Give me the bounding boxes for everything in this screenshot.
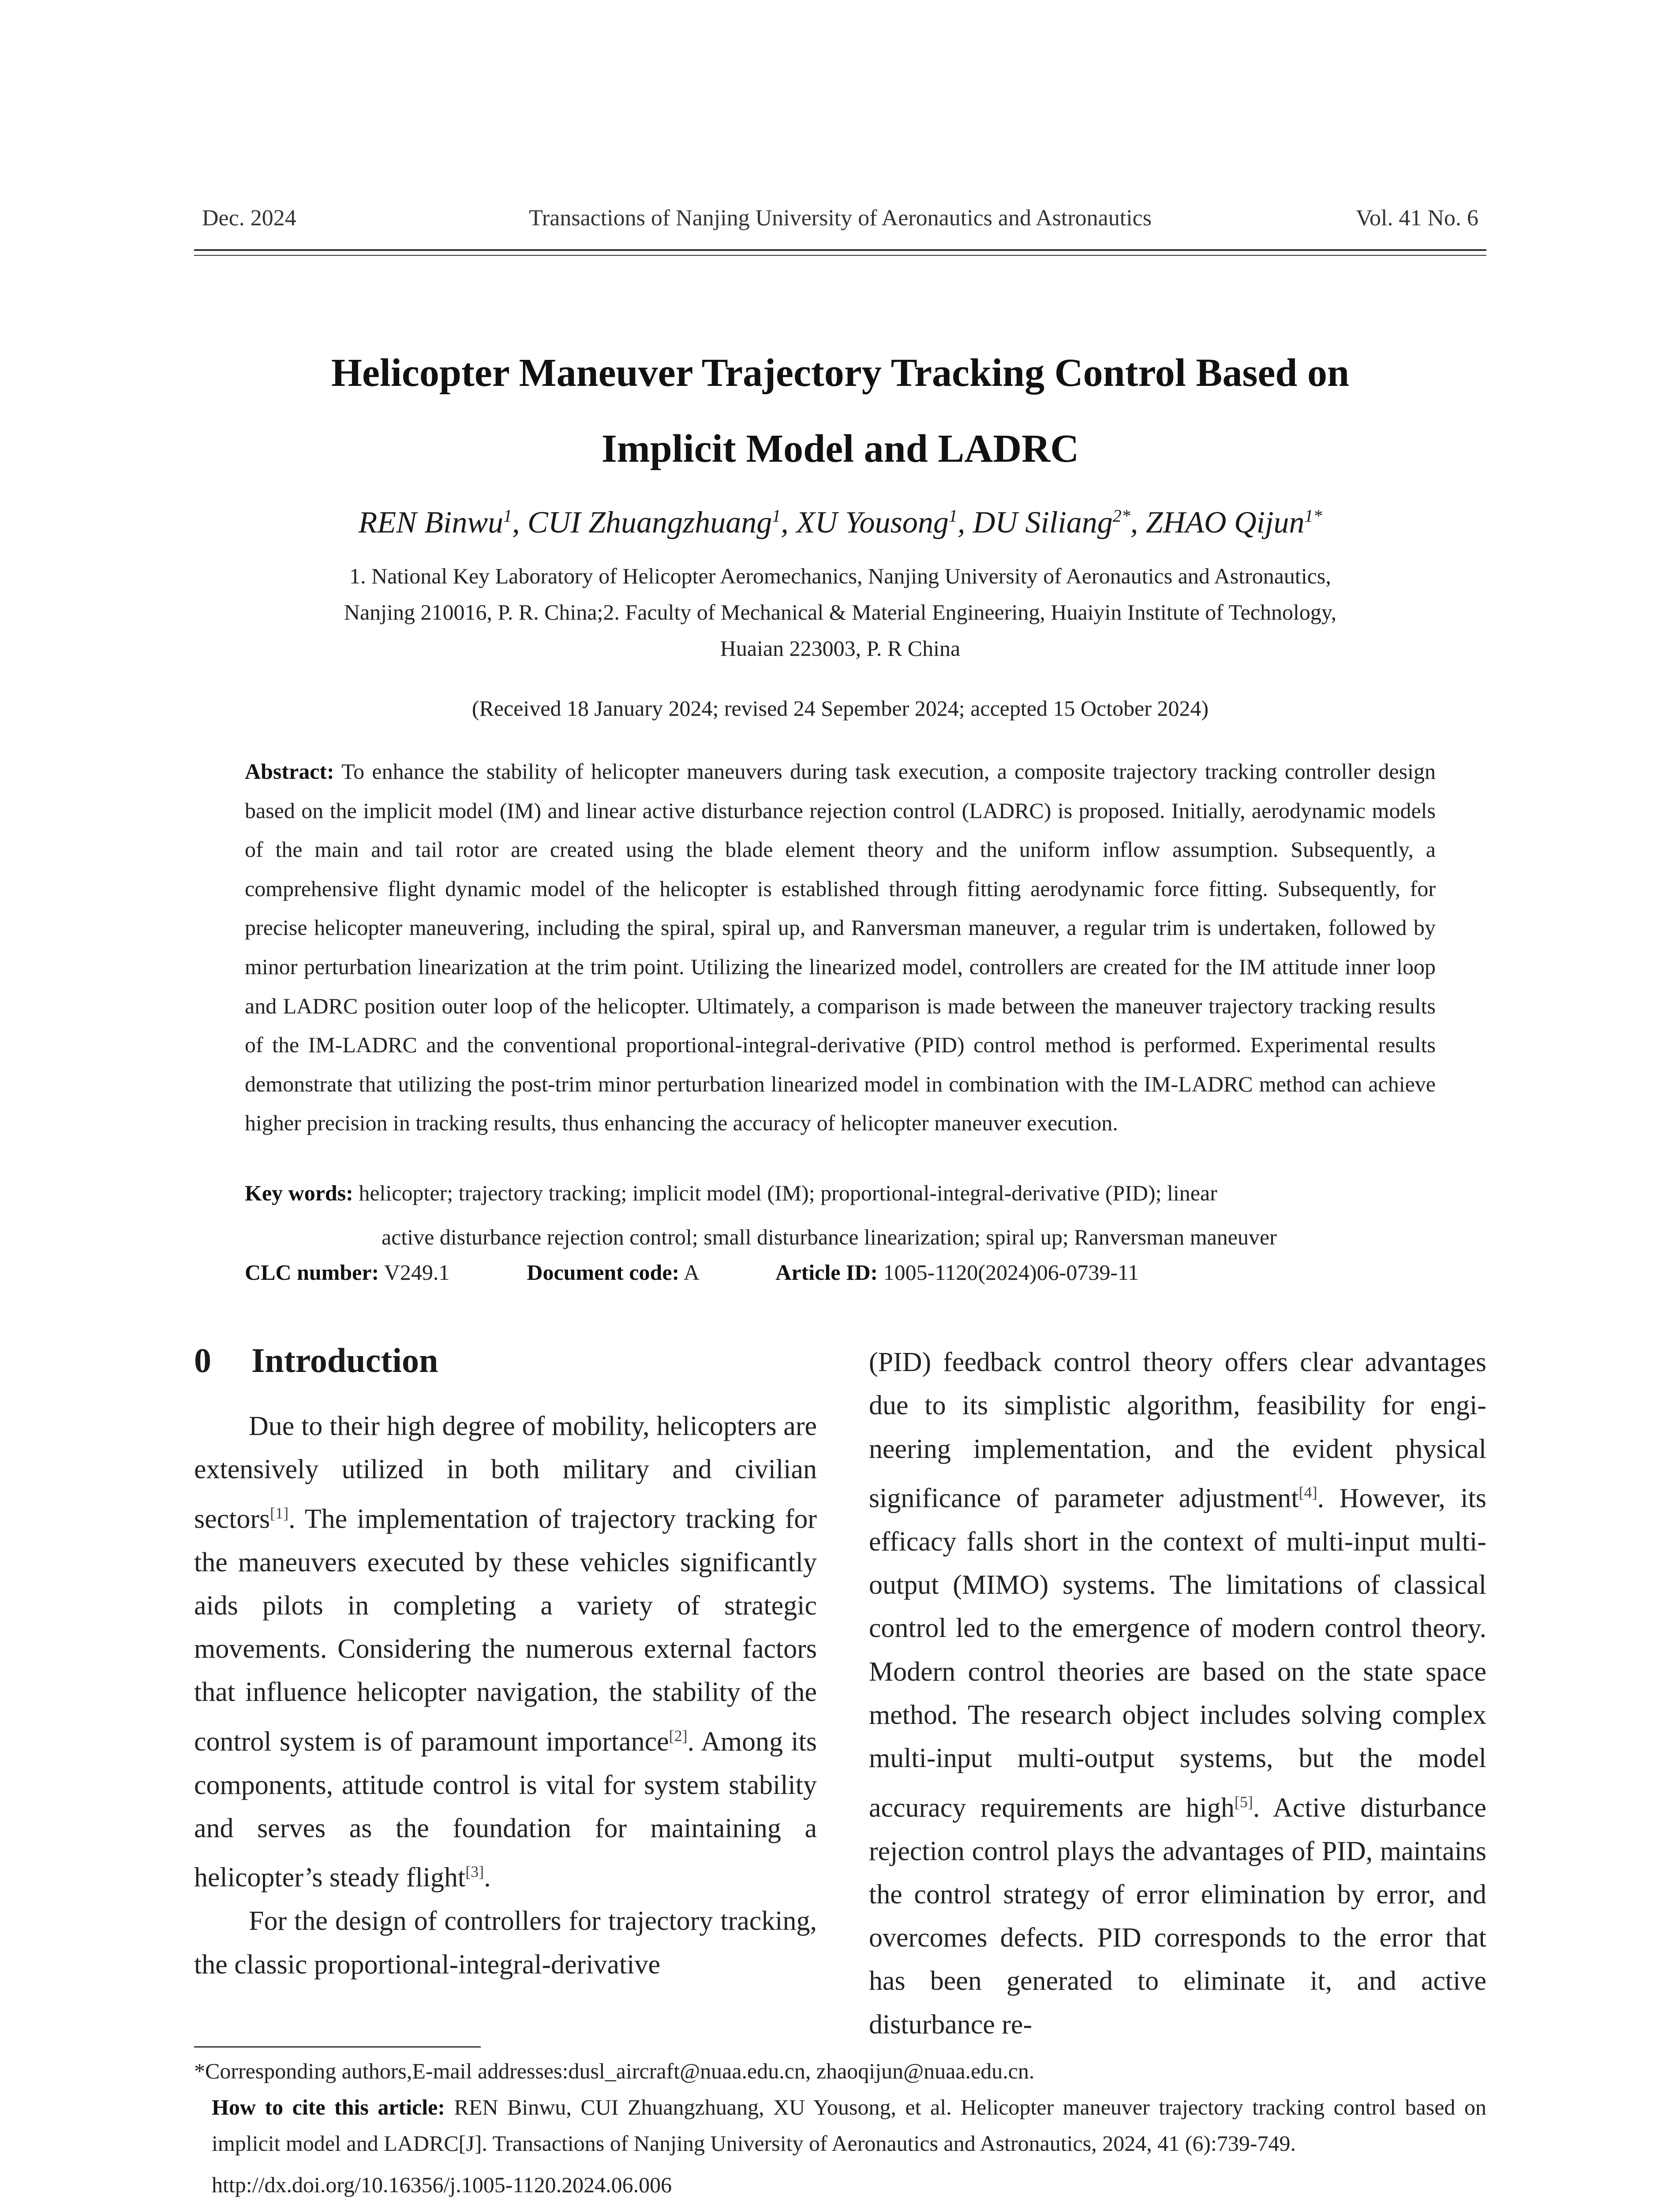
affiliation-line: Nanjing 210016, P. R. China;2. Faculty of Mechanical & Material Engineering, Huaiyin Institute of Technology, bbox=[344, 600, 1337, 624]
affiliation-line: 1. National Key Laboratory of Helicopter Aeromechanics, Nanjing University of Aeronautics and Astronautics, bbox=[349, 564, 1331, 588]
citation-note bbox=[194, 2089, 1486, 2161]
abstract-text: To enhance the stability of helicopter maneuvers during task execution, a composite trajectory tracking controller design based on the implicit model (IM) and linear active disturbance rejection control (LADRC) is proposed. Initially, aerodynamic models of the main and tail rotor are created using the blade element theory and the uniform inflow assumption. Subsequently, a comprehensive flight dynamic model of the helicopter is established through fitting aerodynamic force fitting. Subsequently, for precise helicopter maneuvering, including the spiral, spiral up, and Ranversman maneuver, a regular trim is undertaken, followed by minor perturbation linearization at the trim point. Utilizing the linearized model, controllers are created for the IM attitude inner loop and LADRC position outer loop of the helicopter. Ultimately, a comparison is made between the maneuver trajectory tracking results of the IM-LADRC and the conventional proportional-integral-derivative (PID) control method is performed. Experimental results demonstrate that utilizing the post-trim minor perturbation linearized model in combination with the IM-LADRC method can achieve higher precision in tracking results, thus enhancing the accuracy of helicopter maneuver execution. bbox=[245, 759, 1436, 1136]
author-affiliation-mark: 1 bbox=[772, 506, 781, 526]
issue-date: Dec. 2024 bbox=[202, 206, 296, 231]
article-id-label: Article ID: bbox=[775, 1260, 878, 1285]
article-id: 1005-1120(2024)06-0739-11 bbox=[883, 1260, 1139, 1285]
footnotes bbox=[194, 2053, 1486, 2203]
journal-name: Transactions of Nanjing University of Aeronautics and Astronautics bbox=[529, 206, 1152, 231]
author-affiliation-mark: 1 bbox=[948, 506, 958, 526]
volume-number: Vol. 41 No. 6 bbox=[1356, 206, 1478, 231]
author-name: DU Siliang bbox=[973, 505, 1113, 540]
paragraph-text: (PID) feedback control theory offers clear advantages due to its simplistic algorithm, feasibility for engineering implementation, and the evident physical significance of parameter adjustment bbox=[869, 1347, 1486, 1514]
author-name: ZHAO Qijun bbox=[1145, 505, 1305, 540]
author-affiliation-mark: 1* bbox=[1304, 506, 1322, 526]
right-column bbox=[869, 1341, 1486, 2046]
paragraph-text: . However, its efficacy falls short in the context of multi-input multi-output (MIMO) systems. The limitations of classical control led to the emergence of modern control theory. Modern control theories are based on the state space method. The research object includes solving complex multi-input multi-output systems, but the model accuracy requirements are high bbox=[869, 1483, 1486, 1823]
author-name: CUI Zhuangzhuang bbox=[528, 505, 772, 540]
author-affiliation-mark: 1 bbox=[503, 506, 513, 526]
citation-ref: [2] bbox=[669, 1727, 688, 1745]
running-header bbox=[194, 205, 1486, 236]
paragraph bbox=[869, 1341, 1486, 2046]
keywords-line-2: active disturbance rejection control; small disturbance linearization; spiral up; Ranversman maneuver bbox=[382, 1225, 1277, 1249]
keywords bbox=[245, 1171, 1436, 1259]
clc-label: CLC number: bbox=[245, 1260, 379, 1285]
title-line-2: Implicit Model and LADRC bbox=[601, 427, 1079, 471]
paragraph-text: . Among its components, attitude control is vital for system stability and serves as the foundation for maintaining a helicopter’s steady flight bbox=[194, 1727, 817, 1893]
corresponding-author-note: *Corresponding authors,E-mail addresses:dusl_aircraft@nuaa.edu.cn, zhaoqijun@nuaa.edu.cn. bbox=[194, 2059, 1035, 2083]
abstract-label: Abstract: bbox=[245, 759, 334, 784]
header-rule-thin bbox=[194, 255, 1486, 256]
affiliations bbox=[194, 558, 1486, 666]
document-code: A bbox=[683, 1260, 699, 1285]
author-name: REN Binwu bbox=[358, 505, 504, 540]
classification-line bbox=[245, 1255, 1436, 1290]
clc-number: V249.1 bbox=[384, 1260, 450, 1285]
paragraph-text: . The implementation of trajectory tracking for the maneuvers executed by these vehicles significantly aids pilots in completing a variety of strategic movements. Considering the numerous external factors that influence helicopter navigation, the stability of the control system is of paramount importance bbox=[194, 1504, 817, 1757]
citation-ref: [3] bbox=[465, 1863, 484, 1881]
paper-title bbox=[194, 335, 1486, 487]
title-line-1: Helicopter Maneuver Trajectory Tracking Control Based on bbox=[331, 351, 1350, 395]
document-code-label: Document code: bbox=[527, 1260, 680, 1285]
keywords-line-1: helicopter; trajectory tracking; implicit model (IM); proportional-integral-derivative (PID); linear bbox=[359, 1181, 1217, 1205]
citation-ref: [5] bbox=[1234, 1793, 1253, 1811]
paragraph-text: Due to their high degree of mobility, helicopters are extensively utilized in both military and civilian sectors bbox=[194, 1411, 817, 1534]
citation-ref: [4] bbox=[1298, 1483, 1317, 1501]
citation-ref: [1] bbox=[270, 1504, 289, 1522]
paragraph-text: . Active disturbance rejection control plays the advantages of PID, maintains the control strategy of error elimination by error, and overcomes defects. PID corresponds to the error that has been generated to eliminate it, and active disturbance re- bbox=[869, 1793, 1486, 2040]
doi-link[interactable]: http://dx.doi.org/10.16356/j.1005-1120.2024.06.006 bbox=[212, 2172, 672, 2197]
abstract bbox=[245, 752, 1436, 1143]
author-list: REN Binwu$^1$, CUI Zhuangzhuang$^1$, XU Yousong$^1$, DU Siliang$^{2*}$, ZHAO Qijun$^{1*}$ bbox=[358, 505, 1322, 540]
author-affiliation-mark: 2* bbox=[1112, 506, 1130, 526]
left-column bbox=[194, 1405, 817, 1986]
affiliation-line: Huaian 223003, P. R China bbox=[720, 636, 961, 661]
section-number: 0 bbox=[194, 1341, 211, 1379]
keywords-label: Key words: bbox=[245, 1181, 353, 1205]
paragraph: For the design of controllers for trajectory tracking, the classic proportional-integral-derivative bbox=[194, 1906, 817, 1980]
paragraph bbox=[194, 1405, 817, 1899]
citation-label: How to cite this article: bbox=[212, 2095, 445, 2119]
section-title: Introduction bbox=[251, 1341, 438, 1379]
paragraph-text: . bbox=[484, 1862, 491, 1893]
header-rule-thick bbox=[194, 249, 1486, 251]
author-name: XU Yousong bbox=[796, 505, 949, 540]
section-heading bbox=[194, 1338, 438, 1383]
footnote-rule bbox=[194, 2046, 481, 2048]
received-dates: (Received 18 January 2024; revised 24 Sepember 2024; accepted 15 October 2024) bbox=[471, 696, 1209, 721]
citation-text: REN Binwu, CUI Zhuangzhuang, XU Yousong, et al. Helicopter maneuver trajectory tracking control based on implicit model and LADRC[J]. Transactions of Nanjing University of Aeronautics and Astronautics, 2024, 41 (6):739-749. bbox=[212, 2095, 1487, 2156]
